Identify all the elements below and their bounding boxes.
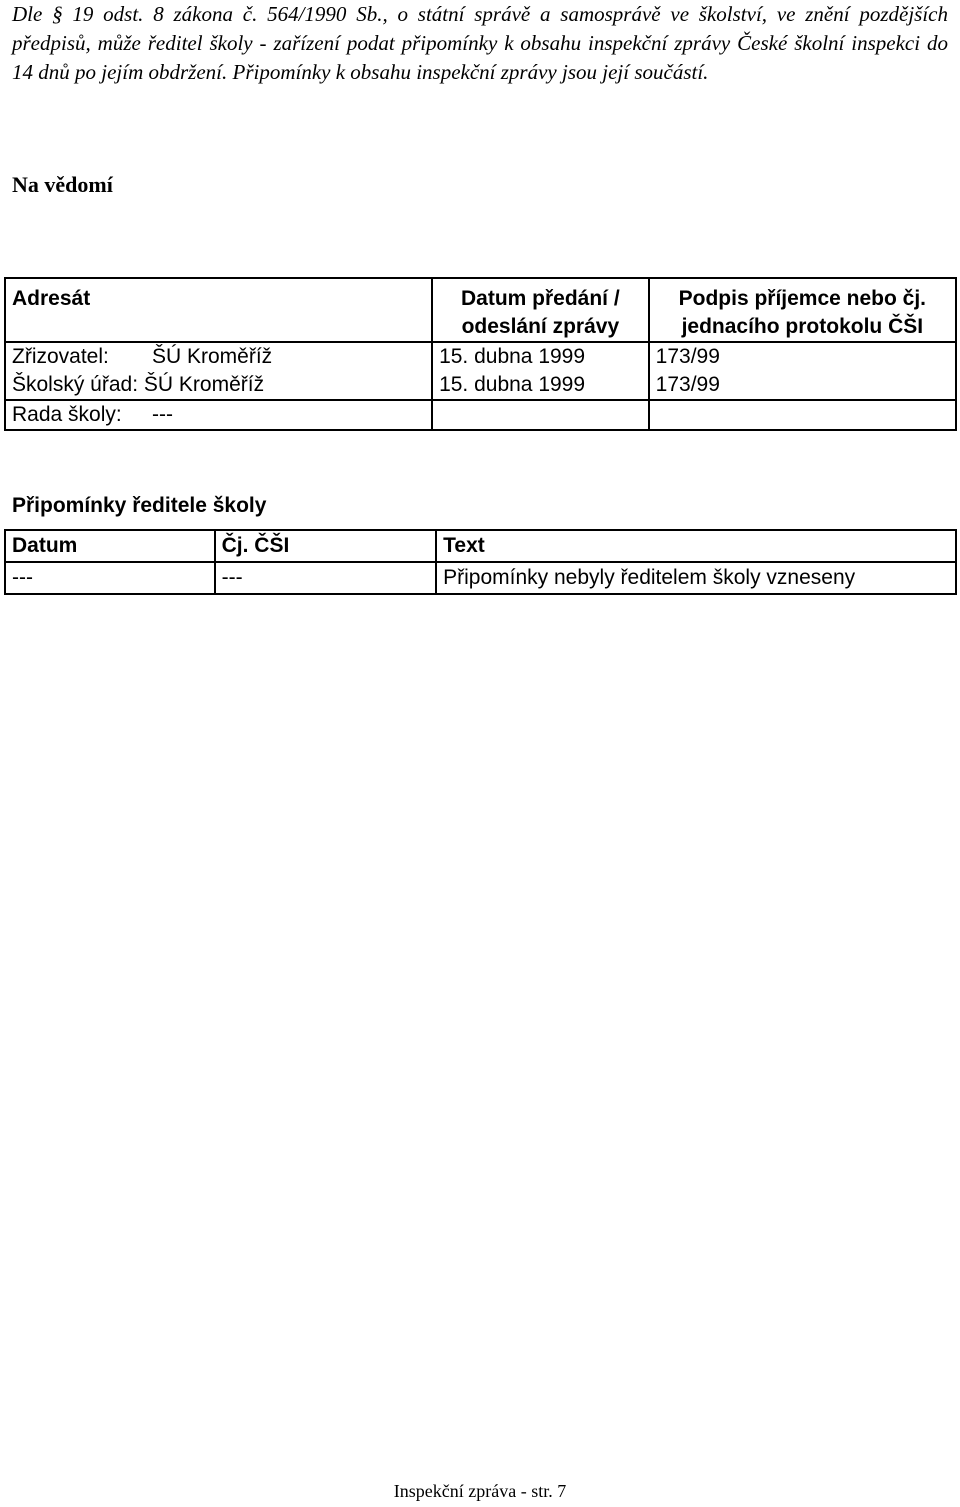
signature-cell: 173/99 [649, 371, 956, 400]
header-datum-predani: Datum předání / odeslání zprávy [432, 278, 649, 342]
recipient-value: ŠÚ Kroměříž [143, 373, 265, 396]
recipient-value: ŠÚ Kroměříž [152, 345, 273, 368]
header-podpis: Podpis příjemce nebo čj. jednacího protokolu ČŠI [649, 278, 956, 342]
comments-heading: Připomínky ředitele školy [12, 494, 267, 517]
table-row [5, 400, 956, 430]
table-row [5, 371, 956, 400]
date-cell: 15. dubna 1999 [432, 371, 649, 400]
date-cell [432, 400, 649, 430]
date-cell: 15. dubna 1999 [432, 342, 649, 371]
intro-paragraph: Dle § 19 odst. 8 zákona č. 564/1990 Sb., o státní správě a samosprávě ve školství, ve znění pozdějších předpisů, může ředitel školy - zařízení podat připomínky k obsahu inspekční zprávy České školní inspekci do 14 dnů po jejím obdržení. Připomínky k obsahu inspekční zprávy jsou její součástí. [12, 2, 948, 84]
signature-cell: 173/99 [649, 342, 956, 371]
header-cj: Čj. ČŠI [215, 530, 437, 562]
comment-text-cell: Připomínky nebyly ředitelem školy vzneseny [436, 562, 956, 594]
header-adresat: Adresát [5, 278, 432, 342]
signature-cell [649, 400, 956, 430]
recipients-header-row [5, 278, 956, 342]
na-vedomi-heading: Na vědomí [12, 172, 113, 197]
recipient-cell [5, 400, 432, 430]
page-footer: Inspekční zpráva - str. 7 [393, 1481, 567, 1501]
recipient-label: Rada školy: [12, 403, 122, 426]
table-row [5, 342, 956, 371]
recipients-table [4, 277, 957, 431]
comment-cj-cell: --- [215, 562, 437, 594]
recipient-cell [5, 342, 432, 371]
recipient-value: --- [152, 403, 173, 426]
comments-table [4, 529, 957, 595]
recipient-label: Školský úřad: [12, 373, 139, 396]
recipient-cell [5, 371, 432, 400]
comment-date-cell: --- [5, 562, 215, 594]
header-datum: Datum [5, 530, 215, 562]
header-text: Text [436, 530, 956, 562]
comments-header-row [5, 530, 956, 562]
table-row [5, 562, 956, 594]
recipient-label: Zřizovatel: [12, 345, 109, 368]
